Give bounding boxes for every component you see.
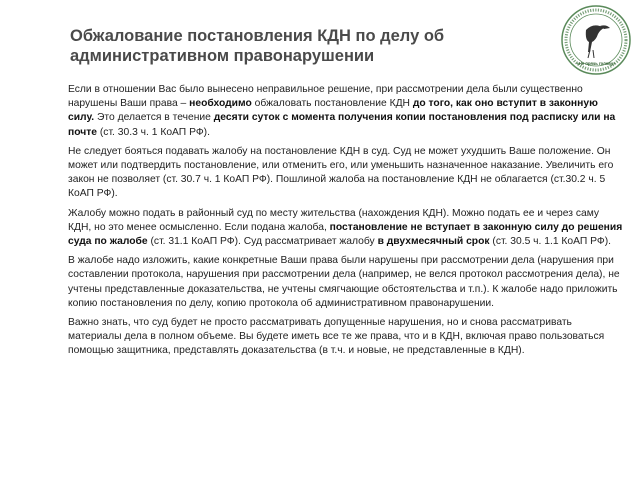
text-segment: (ст. 30.3 ч. 1 КоАП РФ). xyxy=(97,126,210,138)
title-line-2: административном правонарушении xyxy=(70,47,375,65)
text-segment: (ст. 31.1 КоАП РФ). Суд рассматривает жалобу xyxy=(147,236,378,248)
text-segment: В жалобе надо изложить, какие конкретные Ваши права были нарушены при рассмотрении дела (нарушения при составлении протокола, нарушения при рассмотрении дела (например, не велся протокол рассмотрения дела), не учтены представленные доказательства, не учтены смягчающие обстоятельства и т.п.). К жалобе надо приложить копию постановления по делу, копию протокола об административном правонарушении. xyxy=(68,255,620,309)
paragraph-3 xyxy=(68,207,624,250)
text-segment: Важно знать, что суд будет не просто рассматривать допущенные нарушения, но и снова рассматривать материалы дела в полном объеме. Вы будете иметь все те же права, что и в КДН, включая право пользоваться помощью защитника, представлять доказательства (в т.ч. и новые, не представленные в КДН). xyxy=(68,317,605,357)
stork-emblem-icon xyxy=(560,4,632,76)
body-text xyxy=(68,83,624,364)
text-segment: Не следует бояться подавать жалобу на постановление КДН в суд. Суд не может ухудшить Ваше положение. Он может или подтвердить постановление, или отменить его, или уменьшить назначенное наказание. Увеличить его закон не позволяет (ст. 30.7 ч. 1 КоАП РФ). Пошлиной жалоба на постановление КДН не облагается (ст.30.2 ч. 5 КоАП РФ). xyxy=(68,145,614,200)
bold-text: необходимо xyxy=(189,98,252,110)
bold-text: десяти суток с момента получения копии постановления под расписку или на почте xyxy=(68,112,616,138)
text-segment: Жалобу можно подать в районный суд по месту жительства (нахождения КДН). Можно подать ее и через саму КДН, но это менее осмысленно. Если подана жалоба, xyxy=(68,207,600,233)
paragraph-1 xyxy=(68,83,624,140)
text-segment: Это делается в течение xyxy=(94,112,214,124)
text-segment: (ст. 30.5 ч. 1.1 КоАП РФ). xyxy=(489,236,612,248)
bold-text: в двухмесячный срок xyxy=(377,236,490,248)
text-segment: Если в отношении Вас было вынесено неправильное решение, при рассмотрении дела были существенно нарушены Ваши права – xyxy=(68,84,583,110)
paragraph-5 xyxy=(68,316,624,359)
bold-text: до того, как оно вступит в законную силу. xyxy=(68,98,598,124)
paragraph-2 xyxy=(68,145,624,202)
logo-text: «Не прячь голову» xyxy=(576,61,616,66)
page-title xyxy=(70,26,540,66)
paragraph-4 xyxy=(68,254,624,311)
bold-text: постановление не вступает в законную силу до решения суда по жалобе xyxy=(68,221,623,248)
text-segment: обжаловать постановление КДН xyxy=(251,98,413,110)
title-line-1: Обжалование постановления КДН по делу об xyxy=(70,27,445,45)
